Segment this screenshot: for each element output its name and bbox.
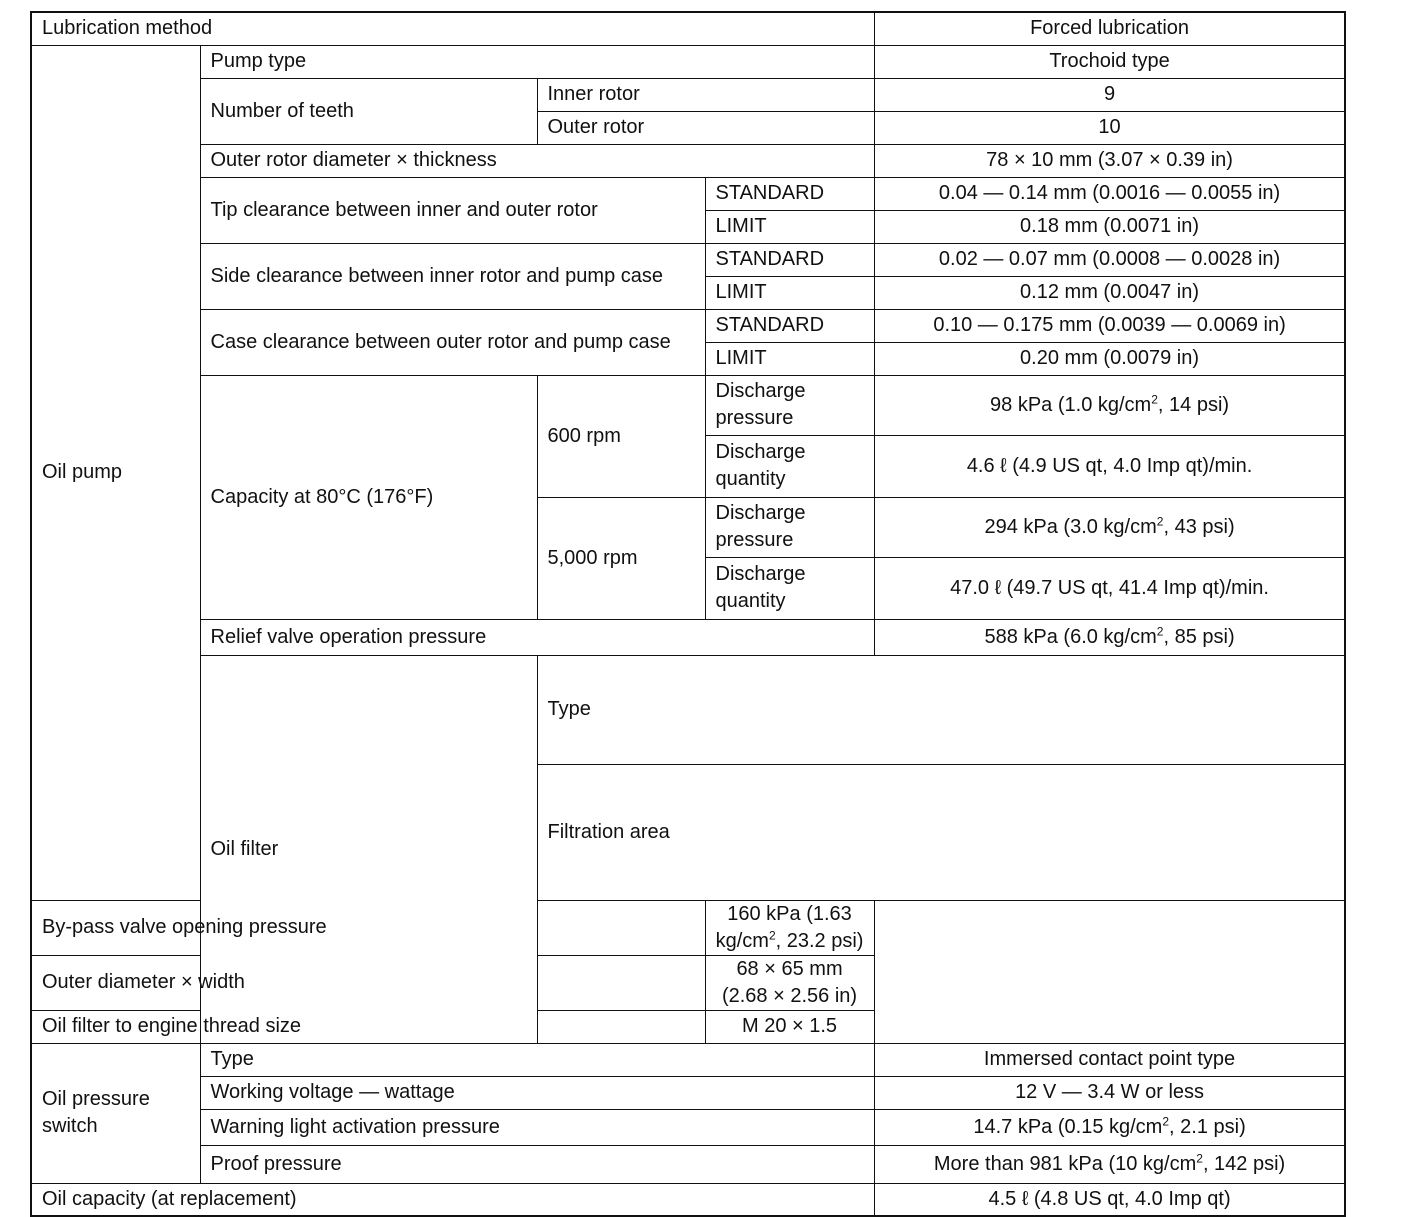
number-of-teeth-label: Number of teeth [200,78,537,144]
lubrication-method-value: Forced lubrication [874,12,1345,45]
oil-filter-label: Oil filter [200,655,537,1043]
lubrication-spec-table [30,11,1346,1217]
discharge-pressure-600-label: Discharge pressure [705,375,874,435]
thread-size-value: M 20 × 1.5 [705,1010,874,1043]
side-standard-value: 0.02 — 0.07 mm (0.0008 — 0.0028 in) [874,243,1345,276]
relief-valve-value: 588 kPa (6.0 $kg/cm^2$, 85 psi) [874,619,1345,655]
warning-light-value: 14.7 kPa (0.15 $kg/cm^2$, 2.1 psi) [874,1109,1345,1145]
side-limit-value: 0.12 mm (0.0047 in) [874,276,1345,309]
discharge-quantity-5000-value: 47.0 ℓ (49.7 US qt, 41.4 Imp qt)/min. [874,557,1345,619]
filtration-area-label: Filtration area [537,764,1345,900]
filter-outer-diameter-label: Outer diameter × width [31,955,705,1010]
tip-limit-label: LIMIT [705,210,874,243]
outer-rotor-label: Outer rotor [537,111,874,144]
tip-limit-value: 0.18 mm (0.0071 in) [874,210,1345,243]
bypass-valve-label: By-pass valve opening pressure [31,900,705,955]
working-voltage-label: Working voltage — wattage [200,1076,874,1109]
bypass-valve-value: 160 kPa (1.63 $kg/cm^2$, 23.2 psi) [705,900,874,955]
relief-valve-label: Relief valve operation pressure [200,619,874,655]
tip-standard-value: 0.04 — 0.14 mm (0.0016 — 0.0055 in) [874,177,1345,210]
side-clearance-label: Side clearance between inner rotor and pump case [200,243,705,309]
inner-rotor-label: Inner rotor [537,78,874,111]
capacity-label: Capacity at 80°C (176°F) [200,375,537,619]
lubrication-method-label: Lubrication method [31,12,874,45]
switch-type-value: Immersed contact point type [874,1043,1345,1076]
tip-standard-label: STANDARD [705,177,874,210]
tip-clearance-label: Tip clearance between inner and outer rotor [200,177,705,243]
thread-size-label: Oil filter to engine thread size [31,1010,705,1043]
rpm-600-label: 600 rpm [537,375,705,497]
warning-light-label: Warning light activation pressure [200,1109,874,1145]
oil-pressure-switch-label: Oil pressure switch [31,1043,200,1183]
discharge-pressure-5000-label: Discharge pressure [705,497,874,557]
side-standard-label: STANDARD [705,243,874,276]
inner-rotor-value: 9 [874,78,1345,111]
discharge-quantity-600-label: Discharge quantity [705,435,874,497]
case-limit-label: LIMIT [705,342,874,375]
pump-type-label: Pump type [200,45,874,78]
proof-pressure-label: Proof pressure [200,1145,874,1183]
oil-capacity-label: Oil capacity (at replacement) [31,1183,874,1216]
rpm-5000-label: 5,000 rpm [537,497,705,619]
case-standard-label: STANDARD [705,309,874,342]
discharge-pressure-600-value: 98 kPa (1.0 $kg/cm^2$, 14 psi) [874,375,1345,435]
oil-capacity-value: 4.5 ℓ (4.8 US qt, 4.0 Imp qt) [874,1183,1345,1216]
case-standard-value: 0.10 — 0.175 mm (0.0039 — 0.0069 in) [874,309,1345,342]
oil-pump-label: Oil pump [31,45,200,900]
proof-pressure-value: More than 981 kPa (10 $kg/cm^2$, 142 psi) [874,1145,1345,1183]
case-limit-value: 0.20 mm (0.0079 in) [874,342,1345,375]
discharge-pressure-5000-value: 294 kPa (3.0 $kg/cm^2$, 43 psi) [874,497,1345,557]
pump-type-value: Trochoid type [874,45,1345,78]
case-clearance-label: Case clearance between outer rotor and pump case [200,309,705,375]
discharge-quantity-5000-label: Discharge quantity [705,557,874,619]
side-limit-label: LIMIT [705,276,874,309]
switch-type-label: Type [200,1043,874,1076]
filter-outer-diameter-value: 68 × 65 mm (2.68 × 2.56 in) [705,955,874,1010]
outer-rotor-size-label: Outer rotor diameter × thickness [200,144,874,177]
filter-type-label: Type [537,655,1345,764]
working-voltage-value: 12 V — 3.4 W or less [874,1076,1345,1109]
discharge-quantity-600-value: 4.6 ℓ (4.9 US qt, 4.0 Imp qt)/min. [874,435,1345,497]
outer-rotor-size-value: 78 × 10 mm (3.07 × 0.39 in) [874,144,1345,177]
outer-rotor-value: 10 [874,111,1345,144]
